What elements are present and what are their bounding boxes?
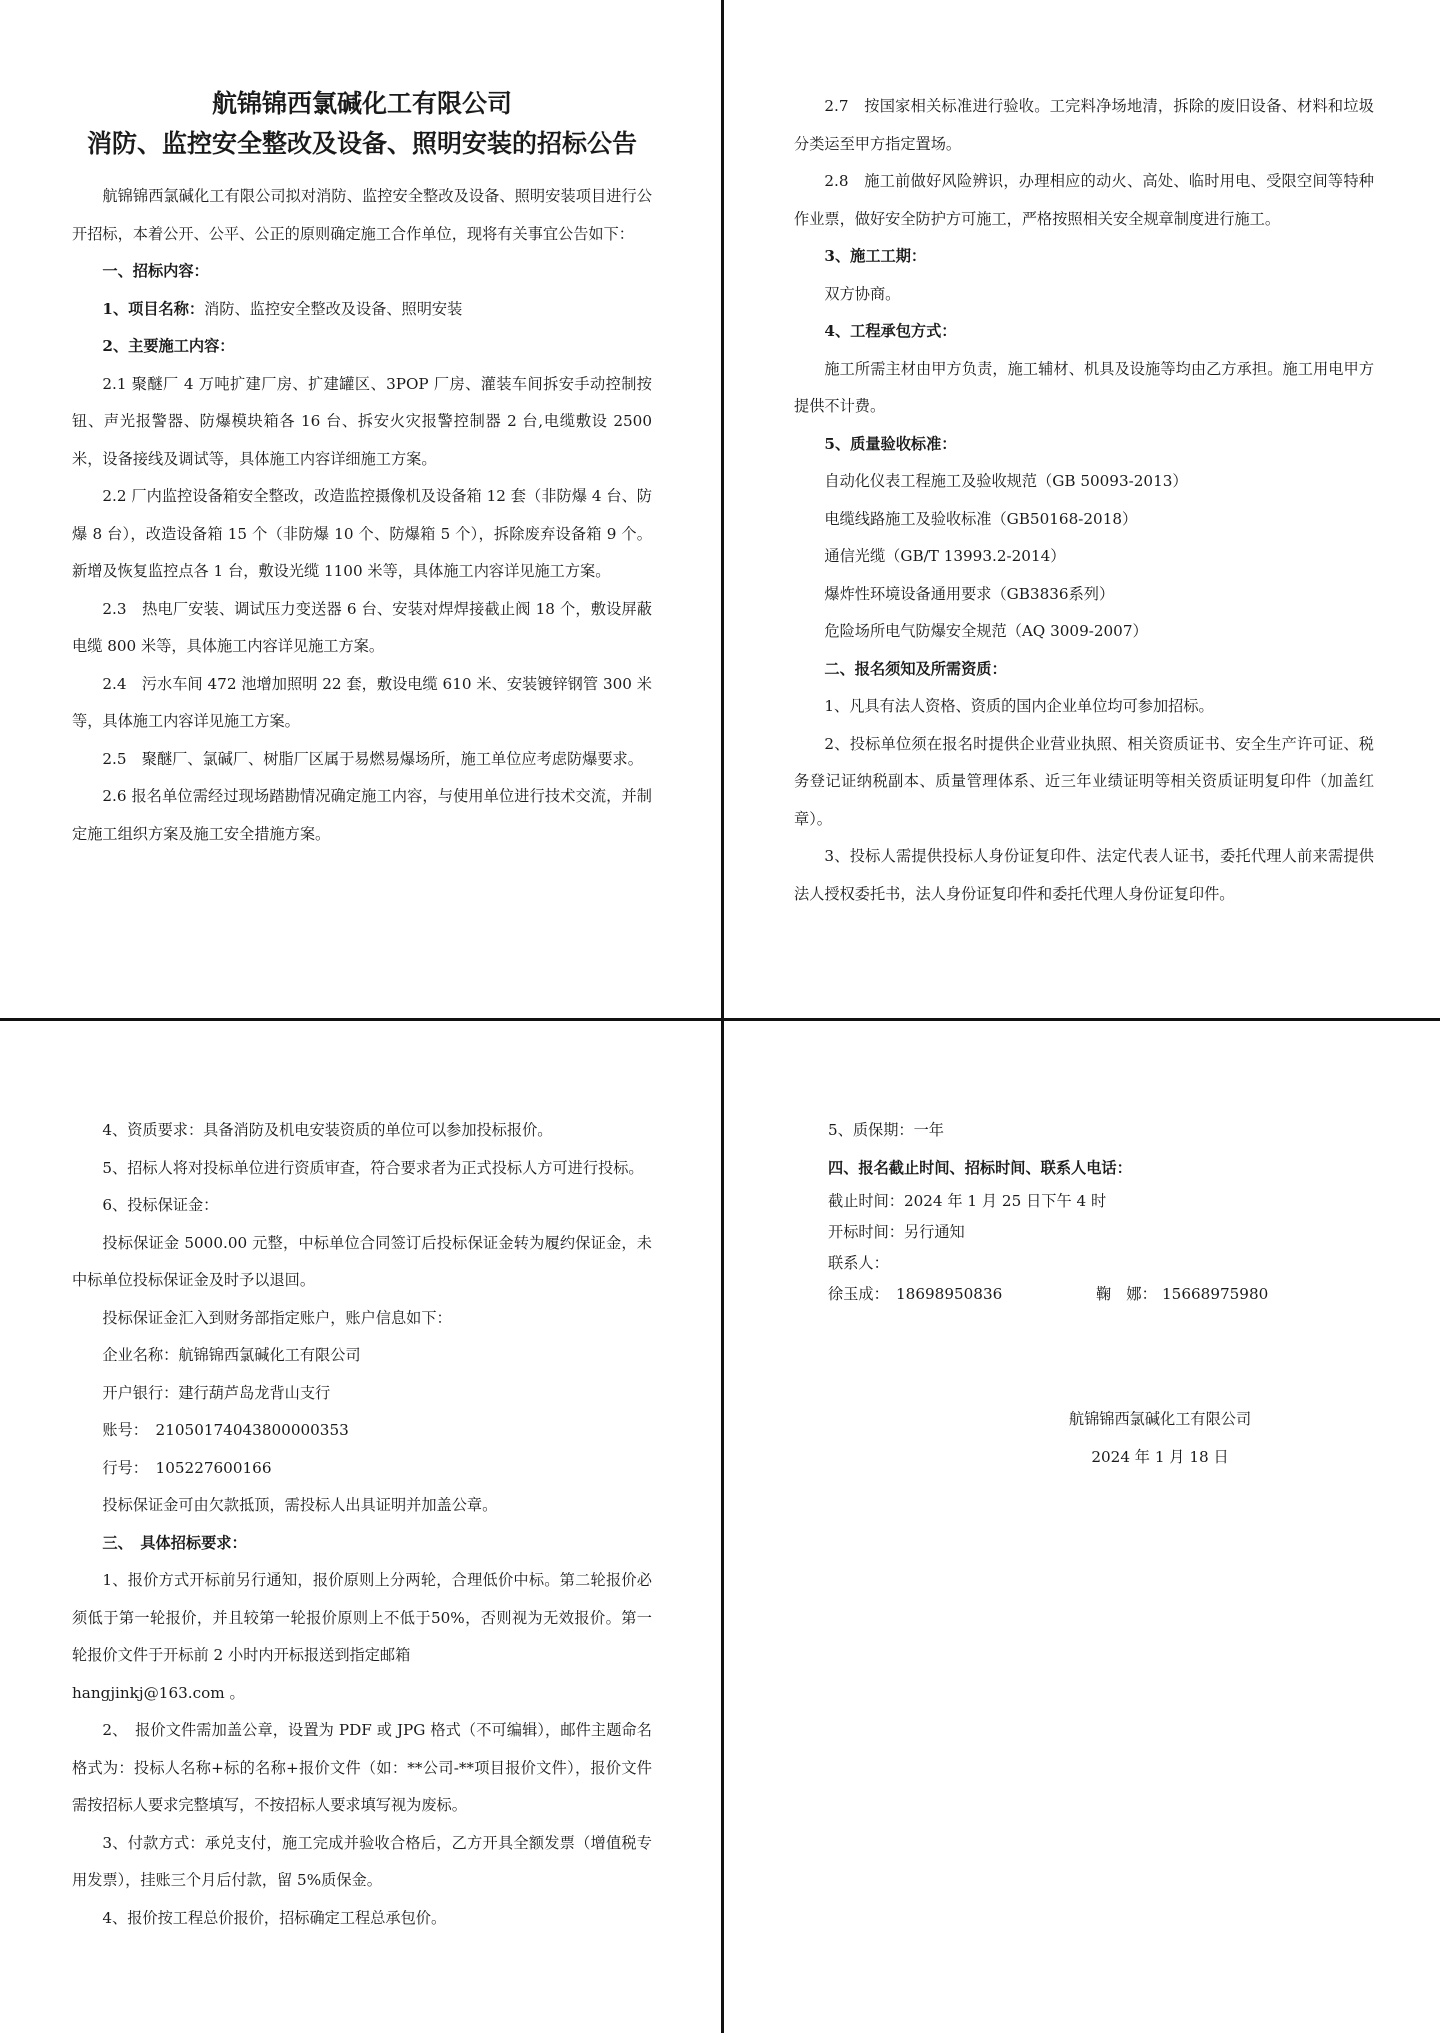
- deadline-row: [828, 1186, 1388, 1217]
- contact-2-phone[interactable]: 15668975980: [1162, 1284, 1269, 1303]
- standards-heading: 5、质量验收标准：: [824, 434, 957, 453]
- bid-email[interactable]: hangjinkj@163.com 。: [72, 1683, 245, 1702]
- opening-row: [828, 1217, 1388, 1248]
- bank-name: 开户银行：建行葫芦岛龙背山支行: [102, 1383, 331, 1402]
- item-2-1: 2.1 聚醚厂 4 万吨扩建厂房、扩建罐区、3POP 厂房、灌装车间拆安手动控制按钮、声光报警器、防爆模块箱各 16 台、拆安火灾报警控制器 2 台,电缆敷设 2500 米，设备接线及调试等，具体施工内容详细施工方案。: [72, 374, 652, 468]
- project-name-label: 1、项目名称：: [102, 299, 205, 318]
- vertical-divider: [721, 0, 724, 2033]
- item-2-7: 2.7 按国家相关标准进行验收。工完料净场地清，拆除的废旧设备、材料和垃圾分类运至甲方指定置场。: [794, 97, 1374, 153]
- deposit-heading: 6、投标保证金：: [102, 1196, 219, 1214]
- contact-label-row: [828, 1248, 1388, 1279]
- contact-label: 联系人：: [828, 1253, 889, 1272]
- deposit-offset-note: 投标保证金可由欠款抵顶，需投标人出具证明并加盖公章。: [102, 1496, 498, 1514]
- section-1-heading: 一、招标内容：: [102, 262, 209, 280]
- contract-heading: 4、工程承包方式：: [824, 322, 957, 340]
- item-2-4: 2.4 污水车间 472 池增加照明 22 套，敷设电缆 610 米、安装镀锌钢管 300 米等，具体施工内容详见施工方案。: [72, 674, 652, 730]
- horizontal-divider: [0, 1018, 1440, 1021]
- item-2-3: 2.3 热电厂安装、调试压力变送器 6 台、安装对焊焊接截止阀 18 个，敷设屏蔽电缆 800 米等，具体施工内容详见施工方案。: [72, 599, 652, 655]
- company-name: 企业名称：航锦锦西氯碱化工有限公司: [102, 1346, 361, 1364]
- bid-file-format: 2、 报价文件需加盖公章，设置为 PDF 或 JPG 格式（不可编辑），邮件主题命名格式为：投标人名称+标的名称+报价文件（如：**公司-**项目报价文件），报价文件需按招标人要求完整填写，不按招标人要求填写视为废标。: [72, 1721, 652, 1814]
- project-name-value: 消防、监控安全整改及设备、照明安装: [204, 299, 463, 318]
- duration-value: 双方协商。: [824, 284, 901, 303]
- item-2-2: 2.2 厂内监控设备箱安全整改，改造监控摄像机及设备箱 12 套（非防爆 4 台、防爆 8 台），改造设备箱 15 个（非防爆 10 个、防爆箱 5 个），拆除废弃设备箱 9 个。新增及恢复监控点各 1 台，敷设光缆 1100 米等，具体施工内容详见施工方案。: [72, 487, 652, 580]
- doc-title-company: 航锦锦西氯碱化工有限公司: [211, 89, 512, 118]
- bank-number: 行号： 105227600166: [102, 1458, 272, 1477]
- item-2-5: 2.5 聚醚厂、氯碱厂、树脂厂区属于易燃易爆场所，施工单位应考虑防爆要求。: [102, 749, 643, 768]
- contract-value: 施工所需主材由甲方负责，施工辅材、机具及设施等均由乙方承担。施工用电甲方提供不计费。: [794, 359, 1374, 415]
- signing-date: 2024 年 1 月 18 日: [1091, 1448, 1229, 1466]
- project-name: [72, 291, 652, 329]
- standard-item: 爆炸性环境设备通用要求（GB3836系列）: [824, 584, 1115, 603]
- contact-2-name: 鞠 娜：: [1096, 1284, 1157, 1303]
- requirement-4: 4、资质要求：具备消防及机电安装资质的单位可以参加投标报价。: [102, 1121, 553, 1139]
- contact-1-name: 徐玉成：: [828, 1284, 889, 1303]
- item-2-8: 2.8 施工前做好风险辨识，办理相应的动火、高处、临时用电、受限空间等特种作业票，做好安全防护方可施工，严格按照相关安全规章制度进行施工。: [794, 172, 1374, 228]
- requirement-1: 1、凡具有法人资格、资质的国内企业单位均可参加招标。: [824, 697, 1214, 715]
- requirement-5: 5、招标人将对投标单位进行资质审查，符合要求者为正式投标人方可进行投标。: [102, 1158, 644, 1177]
- contact-1-phone[interactable]: 18698950836: [896, 1284, 1003, 1303]
- intro-paragraph: 航锦锦西氯碱化工有限公司拟对消防、监控安全整改及设备、照明安装项目进行公开招标，本着公开、公平、公正的原则确定施工合作单位，现将有关事宜公告如下：: [72, 187, 652, 243]
- item-2-6: 2.6 报名单位需经过现场踏勘情况确定施工内容，与使用单位进行技术交流，并制定施工组织方案及施工安全措施方案。: [72, 787, 652, 843]
- standard-item: 电缆线路施工及验收标准（GB50168-2018）: [824, 509, 1138, 528]
- requirement-2: 2、投标单位须在报名时提供企业营业执照、相关资质证书、安全生产许可证、税务登记证纳税副本、质量管理体系、近三年业绩证明等相关资质证明复印件（加盖红章）。: [794, 734, 1374, 828]
- warranty-period: 5、质保期：一年: [828, 1121, 944, 1139]
- page-1: [72, 84, 652, 853]
- deposit-amount: 投标保证金 5000.00 元整，中标单位合同签订后投标保证金转为履约保证金，未中标单位投标保证金及时予以退回。: [72, 1233, 652, 1289]
- page-4: [828, 1112, 1388, 1310]
- page-3: [72, 1112, 652, 1937]
- doc-title: 消防、监控安全整改及设备、照明安装的招标公告: [86, 129, 637, 158]
- opening-time: 开标时间：另行通知: [828, 1222, 965, 1241]
- section-2-heading: 二、报名须知及所需资质：: [824, 659, 1007, 678]
- page-2: [794, 88, 1374, 913]
- standard-item: 自动化仪表工程施工及验收规范（GB 50093-2013）: [824, 472, 1188, 490]
- requirement-3: 3、投标人需提供投标人身份证复印件、法定代表人证书，委托代理人前来需提供法人授权委托书，法人身份证复印件和委托代理人身份证复印件。: [794, 847, 1374, 903]
- section-4-heading: 四、报名截止时间、招标时间、联系人电话：: [828, 1158, 1132, 1177]
- payment-method: 3、付款方式：承兑支付，施工完成并验收合格后，乙方开具全额发票（增值税专用发票），挂账三个月后付款，留 5%质保金。: [72, 1833, 652, 1889]
- contact-row: [828, 1279, 1388, 1310]
- deadline: 截止时间：2024 年 1 月 25 日下午 4 时: [828, 1191, 1107, 1210]
- bid-method: 1、报价方式开标前另行通知，报价原则上分两轮，合理低价中标。第二轮报价必须低于第一轮报价，并且较第一轮报价原则上不低于50%，否则视为无效报价。第一轮报价文件于开标前 2 小时内开标报送到指定邮箱: [72, 1571, 652, 1664]
- main-work-heading: 2、主要施工内容：: [102, 337, 235, 355]
- standard-item: 通信光缆（GB/T 13993.2-2014）: [824, 547, 1066, 565]
- standard-item: 危险场所电气防爆安全规范（AQ 3009-2007）: [824, 622, 1148, 640]
- signer-company: 航锦锦西氯碱化工有限公司: [1068, 1410, 1252, 1428]
- deposit-account-intro: 投标保证金汇入到财务部指定账户，账户信息如下：: [102, 1308, 452, 1327]
- account-number: 账号： 21050174043800000353: [102, 1421, 349, 1439]
- total-price-note: 4、报价按工程总价报价，招标确定工程总承包价。: [102, 1908, 447, 1927]
- section-3-heading: 三、 具体招标要求：: [102, 1533, 247, 1552]
- duration-heading: 3、施工工期：: [824, 247, 927, 265]
